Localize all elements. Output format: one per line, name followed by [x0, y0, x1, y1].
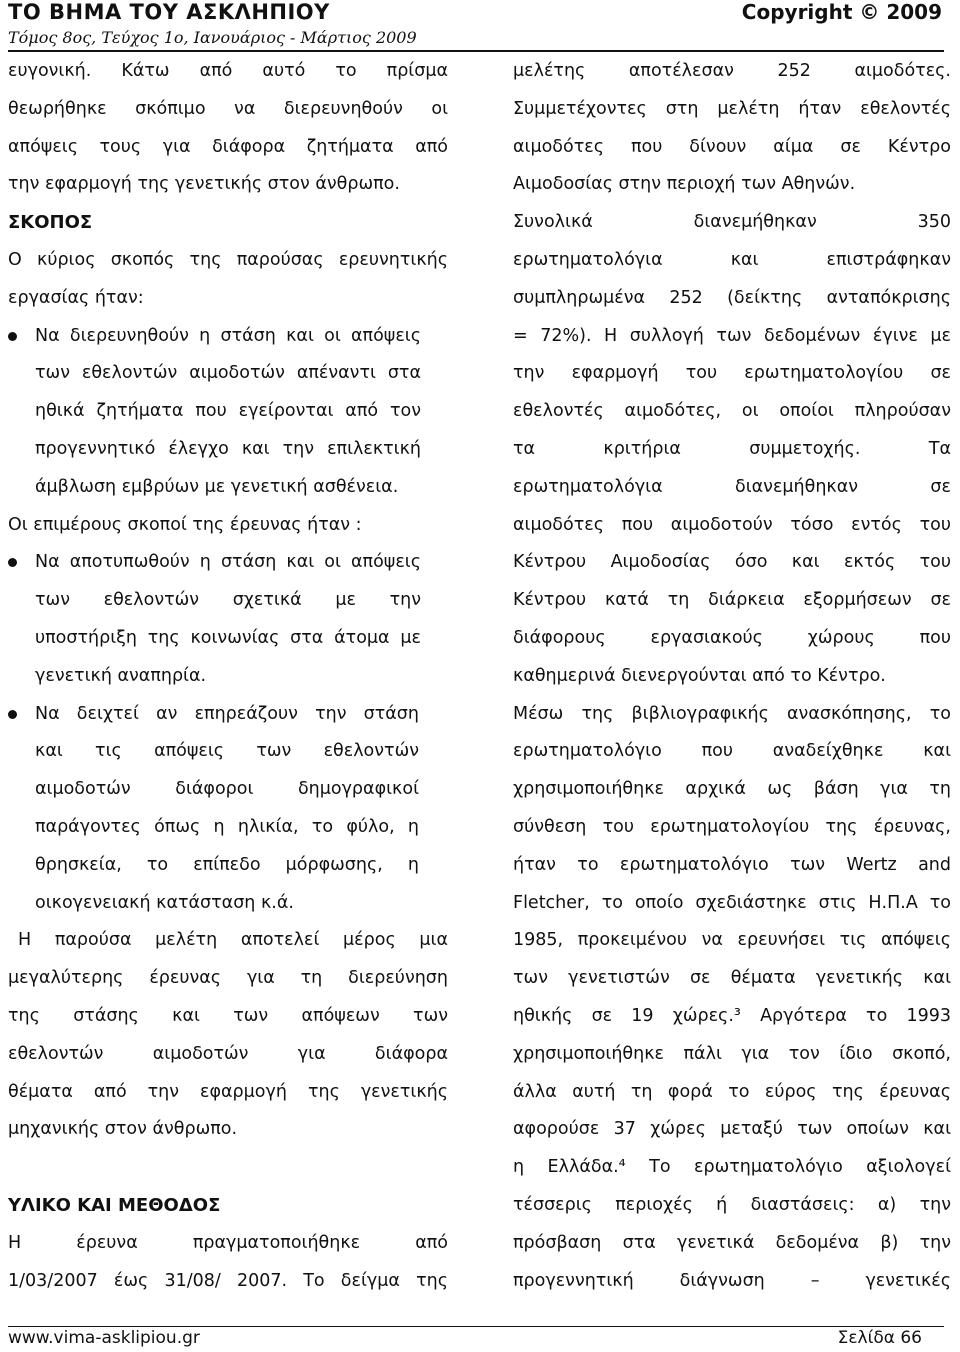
text-line: Κέντρου κατά τη διάρκεια εξορμήσεων σε [513, 590, 951, 611]
journal-title: ΤΟ ΒΗΜΑ ΤΟΥ ΑΣΚΛΗΠΙΟΥ [8, 0, 330, 24]
text-line: Fletcher, το οποίο σχεδιάστηκε στις Η.Π.Α το [513, 892, 951, 913]
copyright-notice: Copyright © 2009 [741, 0, 942, 24]
text-line: ερωτηματολόγιο που αναδείχθηκε και [513, 741, 951, 762]
text-line: αφορούσε 37 χώρες μεταξύ των οποίων και [513, 1119, 951, 1140]
text-line: = 72%). Η συλλογή των δεδομένων έγινε με [513, 325, 951, 346]
footer-url: www.vima-asklipiou.gr [8, 1328, 200, 1348]
text-line: Συμμετέχοντες στη μελέτη ήταν εθελοντές [513, 98, 951, 119]
text-line: οικογενειακή κατάσταση κ.ά. [35, 892, 294, 913]
text-line: Η παρούσα μελέτη αποτελεί μέρος μια [18, 930, 448, 951]
text-line: εθελοντές αιμοδότες, οι οποίοι πληρούσαν [513, 401, 951, 422]
text-line: Συνολικά διανεμήθηκαν 350 [513, 212, 951, 233]
text-line: γενετική αναπηρία. [35, 665, 207, 686]
text-line: αιμοδότες που δίνουν αίμα σε Κέντρο [513, 136, 951, 157]
bullet-icon [8, 332, 17, 341]
text-line: προγεννητική διάγνωση – γενετικές [513, 1270, 951, 1291]
sub-aims-intro: Οι επιμέρους σκοποί της έρευνας ήταν : [8, 514, 362, 535]
text-line: 1/03/2007 έως 31/08/ 2007. Το δείγμα της [8, 1270, 448, 1291]
text-line: σύνθεση του ερωτηματολογίου της έρευνας, [513, 816, 951, 837]
bullet-icon [8, 710, 17, 719]
text-line: Αιμοδοσίας στην περιοχή των Αθηνών. [513, 174, 856, 195]
left-column [8, 53, 448, 1300]
text-line: ηθικής σε 19 χώρες.³ Αργότερα το 1993 [513, 1005, 951, 1026]
text-line: συμπληρωμένα 252 (δείκτης ανταπόκρισης [513, 287, 951, 308]
text-line: ηθικά ζητήματα που εγείρονται από τον [35, 401, 421, 422]
aim-heading: ΣΚΟΠΟΣ [8, 212, 93, 234]
text-line: εργασίας ήταν: [8, 287, 144, 308]
text-line: των εθελοντών σχετικά με την [35, 590, 421, 611]
text-line: Ο κύριος σκοπός της παρούσας ερευνητικής [8, 249, 448, 270]
text-line: άμβλωση εμβρύων με γενετική ασθένεια. [35, 476, 399, 497]
text-line: άλλα αυτή τη φορά το εύρος της έρευνας [513, 1081, 951, 1102]
text-line: των εθελοντών αιμοδοτών απέναντι στα [35, 363, 421, 384]
methods-heading: ΥΛΙΚΟ ΚΑΙ ΜΕΘΟΔΟΣ [8, 1194, 221, 1216]
sub-aim-bullet-2 [8, 696, 448, 923]
text-line: υποστήριξη της κοινωνίας στα άτομα με [35, 627, 421, 648]
text-line: Να δειχτεί αν επηρεάζουν την στάση [35, 703, 419, 724]
text-line: των γενετιστών σε θέματα γενετικής και [513, 968, 951, 989]
text-line: θεωρήθηκε σκόπιμο να διερευνηθούν οι [8, 98, 448, 119]
text-line: απόψεις τους για διάφορα ζητήματα από [8, 136, 448, 157]
text-line: της στάσης και των απόψεων των [8, 1005, 448, 1026]
footer-rule [8, 1326, 944, 1327]
text-line: διάφορους εργασιακούς χώρους που [513, 627, 951, 648]
text-line: αιμοδοτών διάφοροι δημογραφικοί [35, 779, 419, 800]
text-line: Η έρευνα πραγματοποιήθηκε από [8, 1232, 448, 1253]
text-line: παράγοντες όπως η ηλικία, το φύλο, η [35, 816, 419, 837]
text-line: τέσσερις περιοχές ή διαστάσεις: α) την [513, 1194, 951, 1215]
text-line: αιμοδότες που αιμοδοτούν τόσο εντός του [513, 514, 951, 535]
text-line: Να αποτυπωθούν η στάση και οι απόψεις [35, 552, 421, 573]
text-line: τα κριτήρια συμμετοχής. Τα [513, 438, 951, 459]
text-line: προγεννητικό έλεγχο και την επιλεκτική [35, 438, 421, 459]
text-line: ήταν το ερωτηματολόγιο των Wertz and [513, 854, 951, 875]
text-line: εθελοντών αιμοδοτών για διάφορα [8, 1043, 448, 1064]
text-line: μεγαλύτερης έρευνας για τη διερεύνηση [8, 968, 448, 989]
main-aim-bullet [8, 318, 448, 507]
text-line: ευγονική. Κάτω από αυτό το πρίσμα [8, 61, 448, 81]
text-line: και τις απόψεις των εθελοντών [35, 741, 419, 762]
text-line: μελέτης αποτέλεσαν 252 αιμοδότες. [513, 61, 951, 81]
text-line: Μέσω της βιβλιογραφικής ανασκόπησης, το [513, 703, 951, 724]
text-line: 1985, προκειμένου να ερευνήσει τις απόψεις [513, 930, 951, 951]
header-rule [8, 50, 944, 52]
text-line: χρησιμοποιήθηκε πάλι για τον ίδιο σκοπό, [513, 1043, 951, 1064]
text-line: μηχανικής στον άνθρωπο. [8, 1119, 238, 1140]
text-line: θρησκεία, το επίπεδο μόρφωσης, η [35, 854, 419, 875]
text-line: ερωτηματολόγια και επιστράφηκαν [513, 249, 951, 270]
text-line: Κέντρου Αιμοδοσίας όσο και εκτός του [513, 552, 951, 573]
text-line: πρόσβαση στα γενετικά δεδομένα β) την [513, 1232, 951, 1253]
text-line: την εφαρμογή της γενετικής στον άνθρωπο. [8, 174, 400, 195]
issue-info: Τόμος 8ος, Τεύχος 1ο, Ιανουάριος - Μάρτιος 2009 [8, 28, 417, 47]
sub-aim-bullet-1 [8, 544, 448, 695]
text-line: θέματα από την εφαρμογή της γενετικής [8, 1081, 448, 1102]
text-line: η Ελλάδα.⁴ Το ερωτηματολόγιο αξιολογεί [513, 1157, 951, 1178]
text-line: την εφαρμογή του ερωτηματολογίου σε [513, 363, 951, 384]
page-number: Σελίδα 66 [837, 1328, 922, 1348]
text-line: Να διερευνηθούν η στάση και οι απόψεις [35, 325, 421, 346]
text-line: καθημερινά διενεργούνται από το Κέντρο. [513, 665, 886, 686]
right-column [513, 53, 951, 1300]
text-line: ερωτηματολόγια διανεμήθηκαν σε [513, 476, 951, 497]
spacer [8, 1149, 448, 1187]
text-line: χρησιμοποιήθηκε αρχικά ως βάση για τη [513, 779, 951, 800]
